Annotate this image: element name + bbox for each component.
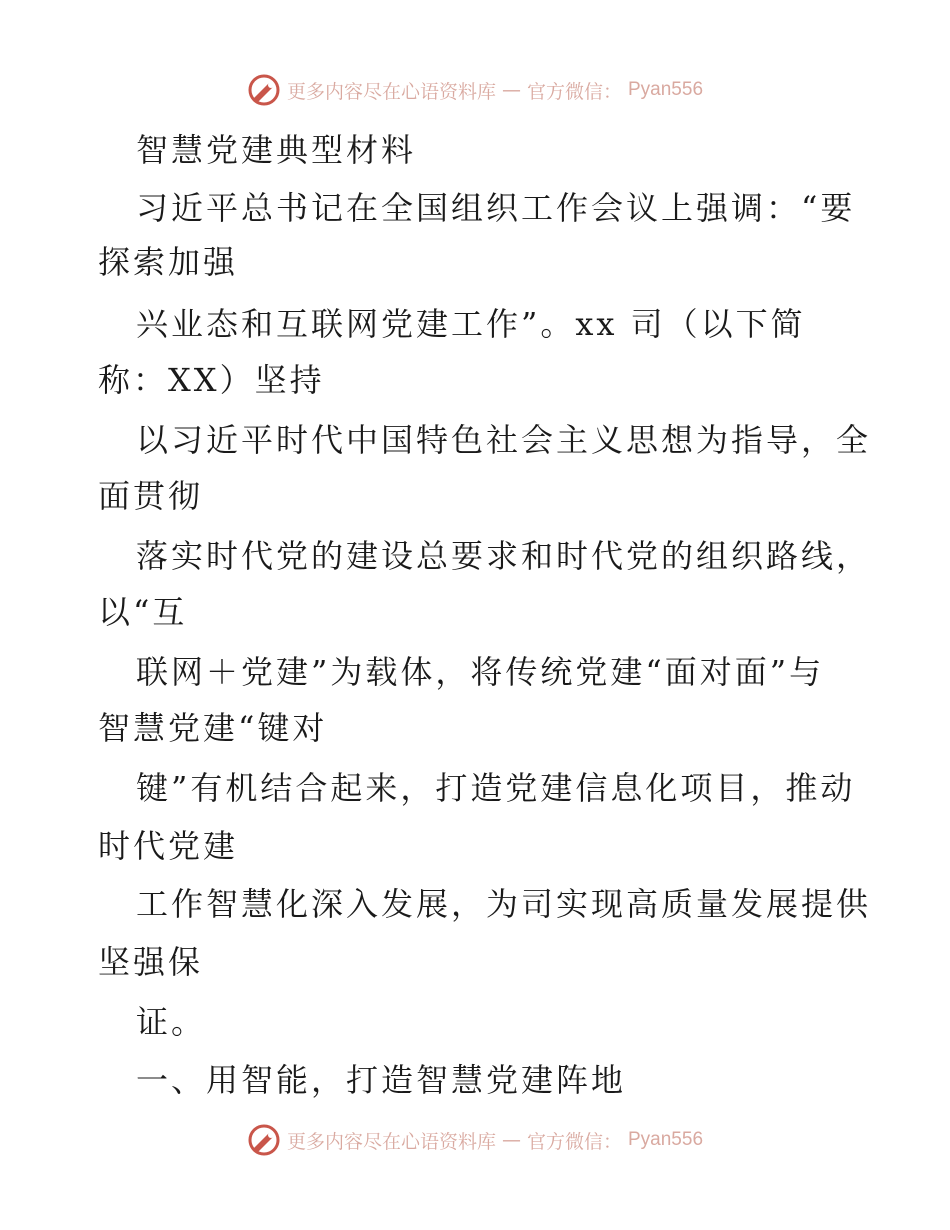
paragraph-line: 坚强保 bbox=[98, 943, 204, 981]
watermark-dash: — bbox=[501, 79, 521, 101]
paragraph-line: 兴业态和互联网党建工作”。xx 司（以下简 bbox=[136, 305, 806, 343]
paragraph-line: 智慧党建“键对 bbox=[98, 709, 328, 747]
paragraph-line: 联网＋党建”为载体，将传统党建“面对面”与 bbox=[136, 653, 825, 691]
watermark-text: 更多内容尽在心语资料库 bbox=[286, 80, 496, 103]
paragraph-line: 称：XX）坚持 bbox=[98, 361, 325, 399]
watermark-text: 更多内容尽在心语资料库 bbox=[286, 1130, 496, 1153]
document-title: 智慧党建典型材料 bbox=[136, 131, 417, 169]
watermark-group bbox=[247, 1123, 703, 1157]
watermark-wechat-id: Pyan556 bbox=[628, 1129, 704, 1150]
paragraph-line: 以习近平时代中国特色社会主义思想为指导，全 bbox=[136, 421, 872, 459]
watermark-label: 官方微信： bbox=[526, 1130, 622, 1153]
paragraph-line: 以“互 bbox=[98, 593, 188, 631]
watermark-dash: — bbox=[501, 1129, 521, 1151]
section-heading: 一、用智能，打造智慧党建阵地 bbox=[136, 1061, 627, 1099]
pen-nib-logo-icon bbox=[247, 73, 281, 107]
watermark-group bbox=[247, 73, 703, 107]
watermark-wechat-id: Pyan556 bbox=[628, 79, 704, 100]
paragraph-line: 面贯彻 bbox=[98, 477, 204, 515]
paragraph-line: 探索加强 bbox=[98, 243, 239, 281]
paragraph-line: 键”有机结合起来，打造党建信息化项目，推动 bbox=[136, 769, 856, 807]
paragraph-line: 工作智慧化深入发展，为司实现高质量发展提供 bbox=[136, 885, 872, 923]
footer-watermark bbox=[0, 1120, 950, 1160]
paragraph-line: 习近平总书记在全国组织工作会议上强调：“要 bbox=[136, 189, 856, 227]
header-watermark bbox=[0, 70, 950, 110]
paragraph-line: 证。 bbox=[136, 1003, 207, 1041]
pen-nib-logo-icon bbox=[247, 1123, 281, 1157]
paragraph-line: 落实时代党的建设总要求和时代党的组织路线， bbox=[136, 537, 872, 575]
paragraph-line: 时代党建 bbox=[98, 827, 239, 865]
watermark-label: 官方微信： bbox=[526, 80, 622, 103]
